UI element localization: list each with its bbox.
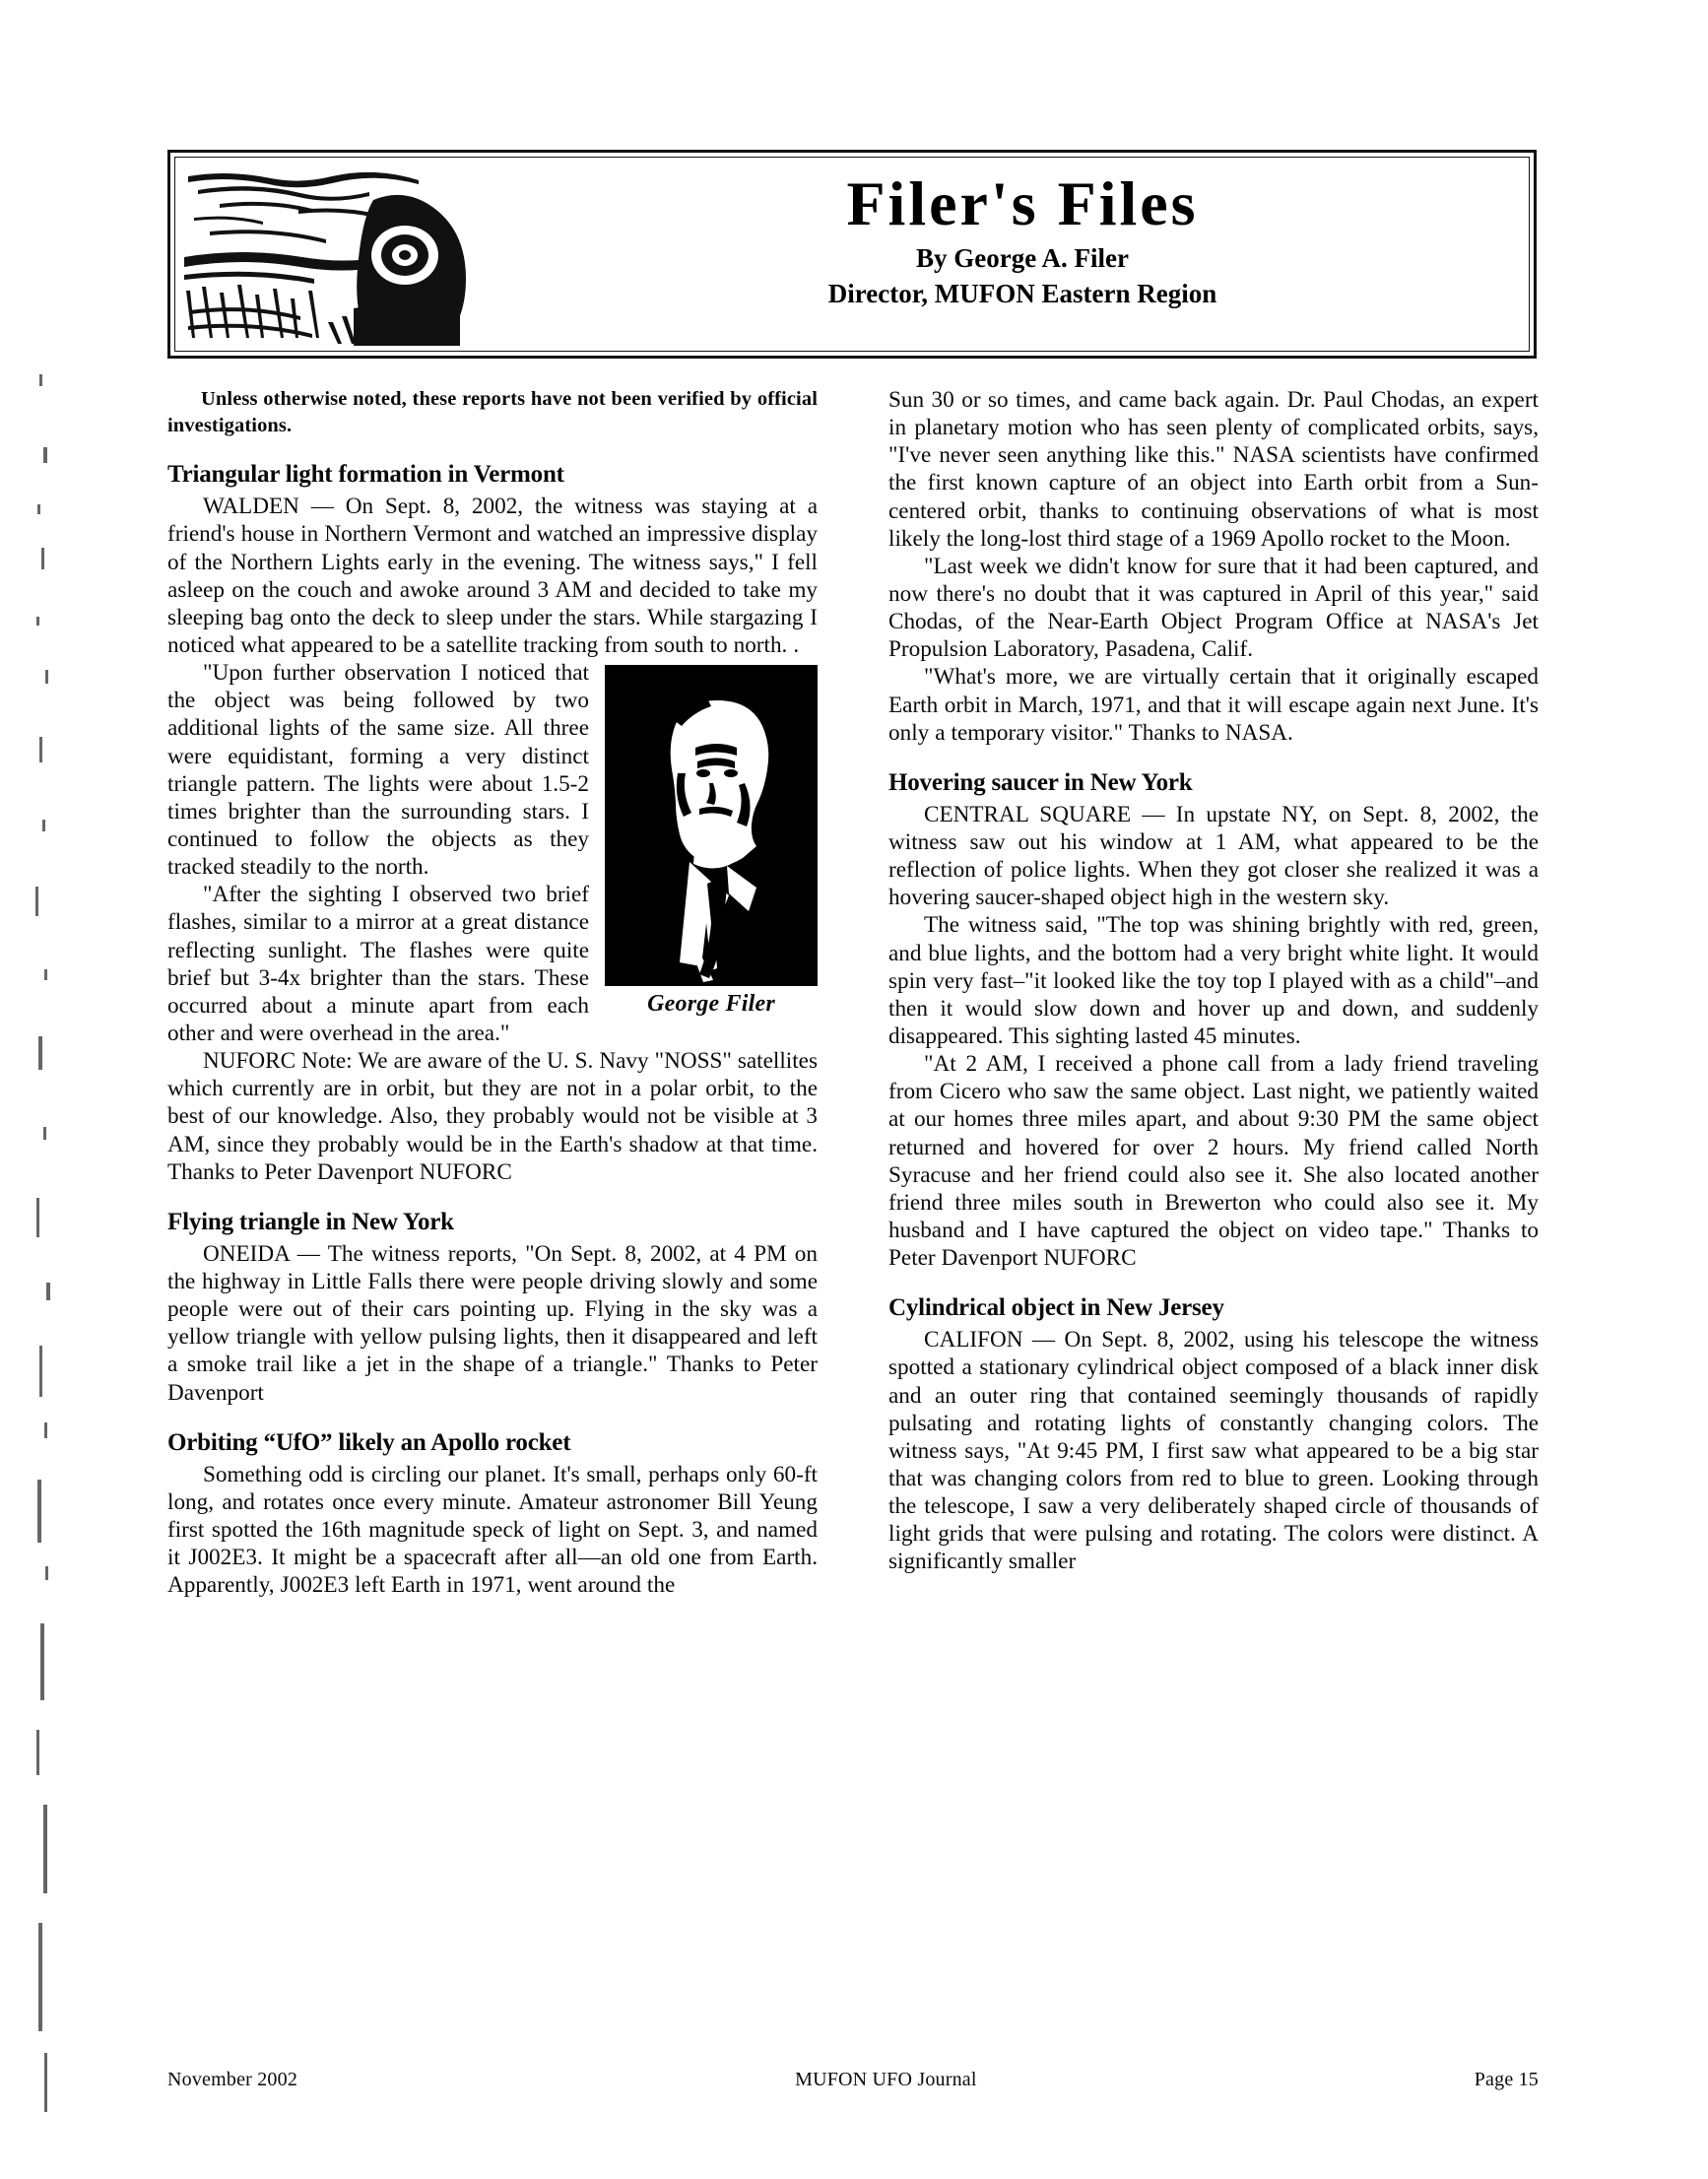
paragraph: CALIFON — On Sept. 8, 2002, using his telescope the witness spotted a stationary cylindrical object composed of a black inner disk and an outer ring that contained seemingly thousands of rapidly pulsating and rotating lights of constantly changing colors. The witness says, "At 9:45 PM, I first saw what appeared to be a big star that was changing colors from red to blue to green. Looking through the telescope, I saw a very deliberately shaped circle of thousands of light grids that were pulsing and rotating. The colors were distinct. A significantly smaller [888,1327,1539,1575]
intro-disclaimer: Unless otherwise noted, these reports have not been verified by official investigations. [167,388,818,436]
section-heading-hovering-saucer-ny: Hovering saucer in New York [888,768,1193,796]
section-heading-flying-triangle-ny: Flying triangle in New York [167,1208,454,1235]
page-footer [167,2069,1539,2091]
masthead-banner [167,150,1537,359]
paragraph: Sun 30 or so times, and came back again. Dr. Paul Chodas, an expert in planetary motion who has seen plenty of complicated orbits, says, "I've never seen anything like this." NASA scientists have confirmed the first known capture of an object into Earth orbit from a Sun-centered orbit, thanks to continuing observations of what is most likely the long-lost third stage of a 1969 Apollo rocket to the Moon. [888,387,1539,552]
section-heading-triangular-vermont: Triangular light formation in Vermont [167,461,564,489]
page-title: Filer's Files [846,168,1199,238]
article-columns [167,386,1539,2016]
author-photo-block [605,665,818,1018]
ufo-landscape-illustration-icon [180,161,505,346]
portrait-photo-icon [605,665,818,986]
paragraph: "After the sighting I observed two brief flashes, similar to a mirror at a great distance reflecting sunlight. The flashes were quite brief but 3-4x brighter than the stars. These occurred about a minute apart from each other and were overhead in the area." [167,882,589,1046]
footer-page-number: Page 15 [1474,2069,1539,2090]
byline-role: Director, MUFON Eastern Region [827,279,1217,309]
paragraph: The witness said, "The top was shining brightly with red, green, and blue lights, and the bottom had a very bright white light. It would spin very fast–"it looked like the toy top I played with as a child"–and then it would slow down and hover up and down, and suddenly disappeared. This sighting lasted 45 minutes. [888,912,1539,1049]
paragraph: WALDEN — On Sept. 8, 2002, the witness was staying at a friend's house in Northern Vermont and watched an impressive display of the Northern Lights early in the evening. The witness says," I fell asleep on the couch and awoke around 3 AM and decided to take my sleeping bag onto the deck to sleep under the stars. While stargazing I noticed what appeared to be a satellite tracking from south to north. . [167,494,818,658]
paragraph: Something odd is circling our planet. It's small, perhaps only 60-ft long, and rotates once every minute. Amateur astronomer Bill Yeung first spotted the 16th magnitude speck of light on Sept. 3, and named it J002E3. It might be a spacecraft after all—an old one from Earth. Apparently, J002E3 left Earth in 1971, went around the [167,1461,818,1599]
left-column [167,386,818,2016]
paragraph: ONEIDA — The witness reports, "On Sept. 8, 2002, at 4 PM on the highway in Little Falls there were people driving slowly and some people were out of their cars pointing up. Flying in the sky was a yellow triangle with yellow pulsing lights, then it disappeared and left a smoke trail like a jet in the shape of a triangle." Thanks to Peter Davenport [167,1240,818,1406]
footer-publication-name: MUFON UFO Journal [795,2069,977,2090]
masthead-titles [525,163,1520,312]
right-column [888,386,1539,2016]
section-heading-orbiting-ufo-apollo: Orbiting “UfO” likely an Apollo rocket [167,1428,571,1456]
paragraph: "At 2 AM, I received a phone call from a lady friend traveling from Cicero who saw the same object. Last night, we patiently waited at our homes three miles apart, and about 9:30 PM the same object returned and hovered for over 2 hours. My friend called North Syracuse and her friend could also see it. She also located another friend three miles south in Brewerton who could also see it. My husband and I have captured the object on video tape." Thanks to Peter Davenport NUFORC [888,1051,1539,1272]
photo-caption: George Filer [647,991,775,1018]
paragraph: CENTRAL SQUARE — In upstate NY, on Sept. 8, 2002, the witness saw out his window at 1 AM, what appeared to be the reflection of police lights. When they got closer she realized it was a hovering saucer-shaped object high in the western sky. [888,801,1539,911]
paragraph: "Last week we didn't know for sure that it had been captured, and now there's no doubt that it was captured in April of this year," said Chodas, of the Near-Earth Object Program Office at NASA's Jet Propulsion Laboratory, Pasadena, Calif. [888,553,1539,663]
footer-issue-date: November 2002 [167,2069,298,2090]
section-heading-cylindrical-object-nj: Cylindrical object in New Jersey [888,1294,1224,1322]
byline-author: By George A. Filer [916,243,1129,274]
scan-edge-artifacts [33,374,59,2128]
paragraph: NUFORC Note: We are aware of the U. S. Navy "NOSS" satellites which currently are in orbit, but they are not in a polar orbit, to the best of our knowledge. Also, they probably would not be visible at 3 AM, since they probably would be in the Earth's shadow at that time. Thanks to Peter Davenport NUFORC [167,1048,818,1185]
paragraph: "What's more, we are virtually certain that it originally escaped Earth orbit in March, 1971, and that it will escape again next June. It's only a temporary visitor." Thanks to NASA. [888,664,1539,746]
paragraph: "Upon further observation I noticed that the object was being followed by two additional lights of the same size. All three were equidistant, forming a very distinct triangle pattern. The lights were about 1.5-2 times brighter than the surrounding stars. I continued to follow the objects as they tracked steadily to the north. [167,660,589,881]
